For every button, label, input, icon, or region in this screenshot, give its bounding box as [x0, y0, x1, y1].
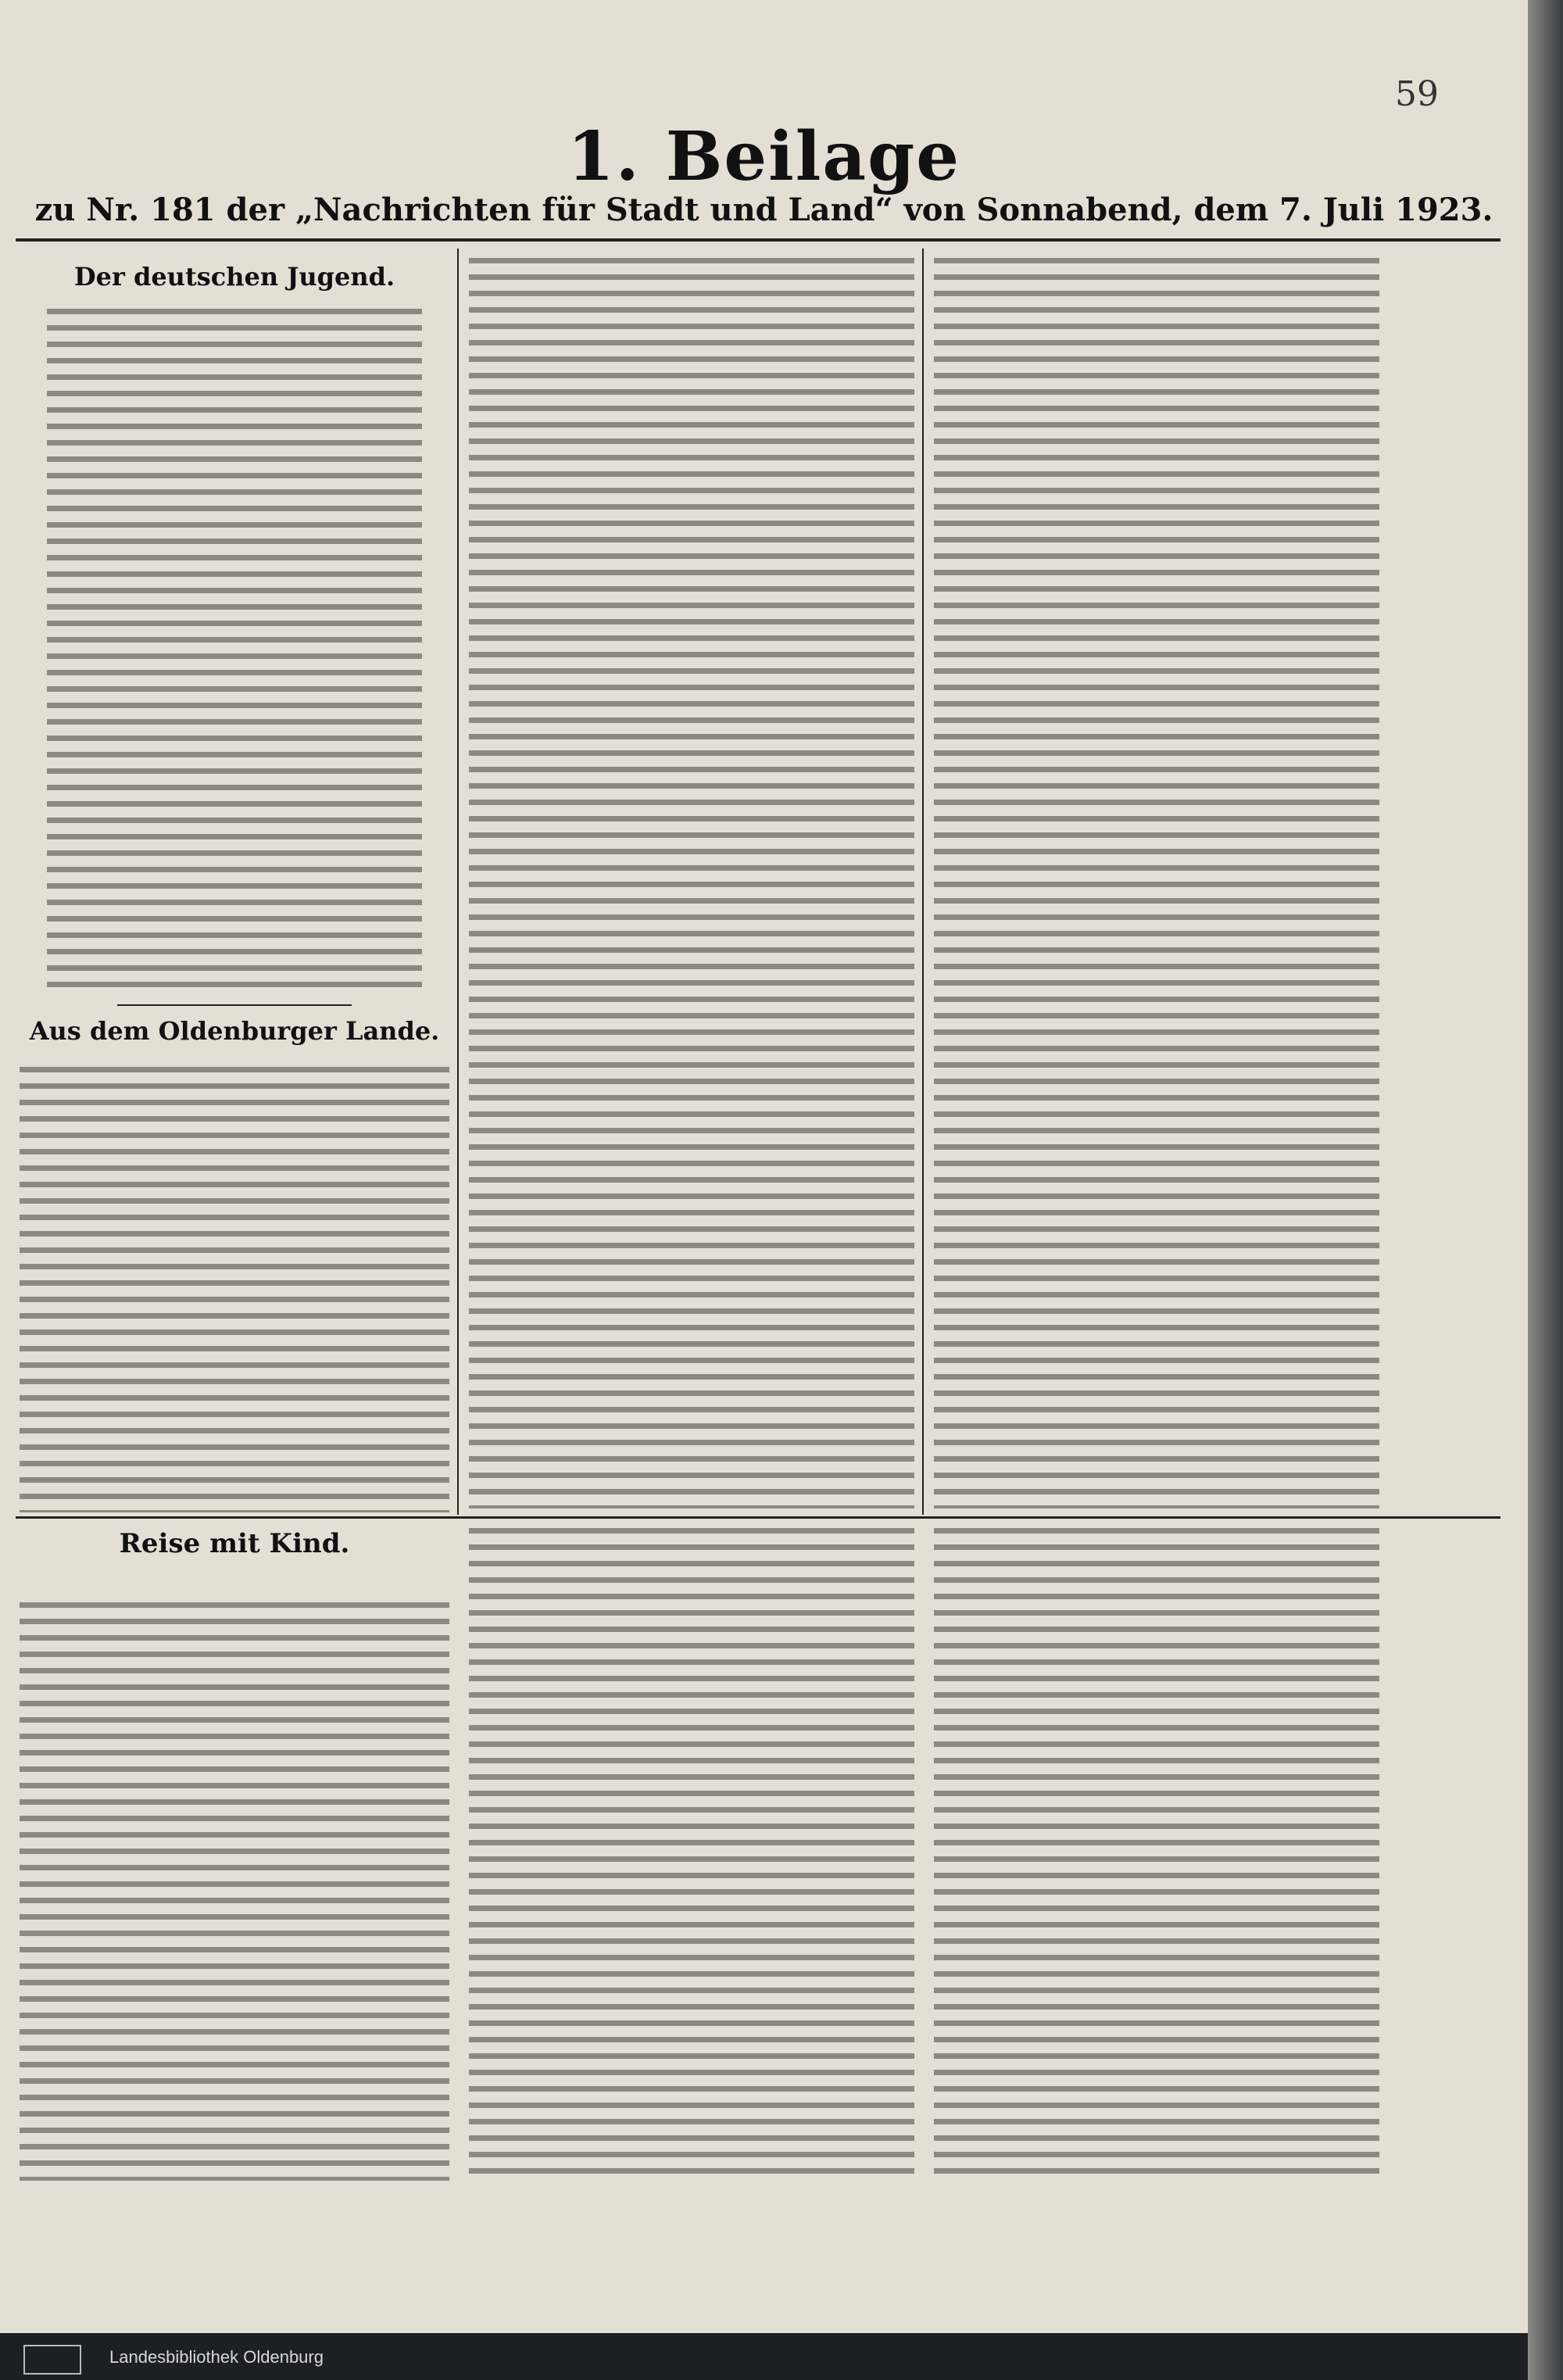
column-3-text	[934, 258, 1379, 1509]
poem-text	[47, 309, 422, 997]
page-number: 59	[1395, 74, 1439, 114]
regional-section-title: Aus dem Oldenburger Lande.	[29, 1016, 440, 1046]
story-title: Reise mit Kind.	[119, 1528, 350, 1559]
column-2-text	[469, 258, 914, 1509]
library-name: Landesbibliothek Oldenburg	[109, 2347, 324, 2367]
library-logo-icon	[23, 2345, 81, 2375]
column-divider-2	[922, 249, 924, 1515]
supplement-title: 1. Beilage	[567, 117, 961, 196]
column-divider-1	[457, 249, 459, 1515]
story-column-2	[469, 1528, 914, 2181]
story-column-3	[934, 1528, 1379, 2181]
story-divider	[16, 1516, 1500, 1519]
page-edge	[1528, 0, 1563, 2380]
section-rule	[117, 1004, 352, 1006]
poem-title: Der deutschen Jugend.	[73, 262, 395, 292]
issue-line: zu Nr. 181 der „Nachrichten für Stadt und Land“ von Sonnabend, dem 7. Juli 1923.	[34, 191, 1493, 228]
story-column-1	[20, 1602, 449, 2181]
masthead-rule	[16, 238, 1500, 242]
regional-text	[20, 1067, 449, 1512]
